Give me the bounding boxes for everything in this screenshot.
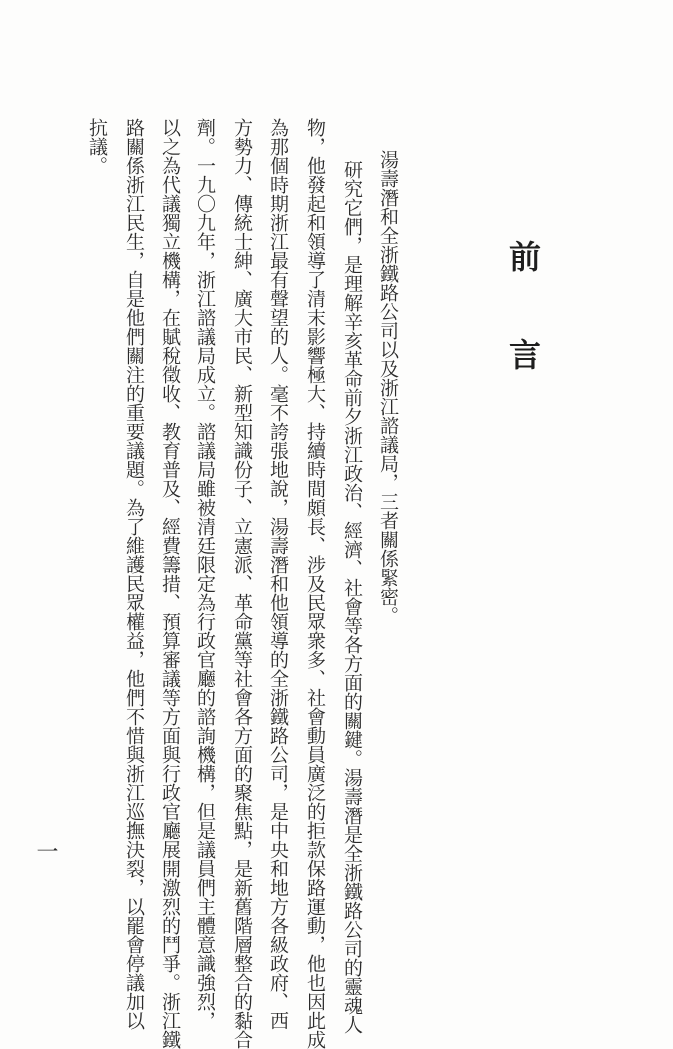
text-column-8: 路關係浙江民生，自是他們關注的重要議題。為了維護民眾權益，他們不惜與浙江巡撫決裂，以罷會停議加以 xyxy=(123,118,145,1030)
page-title-char-2: 言 xyxy=(504,338,542,370)
text-column-7: 以之為代議獨立機構，在賦稅徵收、教育普及、經費籌措、預算審議等方面與行政官廳展開激烈的鬥爭。浙江鐵 xyxy=(159,118,181,1049)
text-column-3: 物，他發起和領導了清末影響極大、持續時間頗長、涉及民眾衆多、社會動員廣泛的拒款保路運動，他也因此成 xyxy=(304,118,326,1049)
text-column-1: 湯壽潛和全浙鐵路公司以及浙江諮議局，三者關係緊密。 xyxy=(377,150,399,625)
text-column-6: 劑。一九〇九年，浙江諮議局成立。諮議局雖被清廷限定為行政官廳的諮詢機構，但是議員們主體意識強烈， xyxy=(194,118,216,1030)
page-title-char-1: 前 xyxy=(504,240,542,272)
text-column-2: 研究它們，是理解辛亥革命前夕浙江政治、經濟、社會等各方面的關鍵。湯壽潛是全浙鐵路公司的靈魂人 xyxy=(341,160,363,1034)
text-column-9: 抗議。 xyxy=(86,118,108,175)
text-column-4: 為那個時期浙江最有聲望的人。毫不誇張地說，湯壽潛和他領導的全浙鐵路公司，是中央和地方各級政府、西 xyxy=(267,118,289,1030)
page-number: 一 xyxy=(33,840,58,862)
text-column-5: 方勢力、傳統士紳、廣大市民、新型知識份子、立憲派、革命黨等社會各方面的聚焦點，是新舊階層整合的黏合 xyxy=(231,118,253,1049)
